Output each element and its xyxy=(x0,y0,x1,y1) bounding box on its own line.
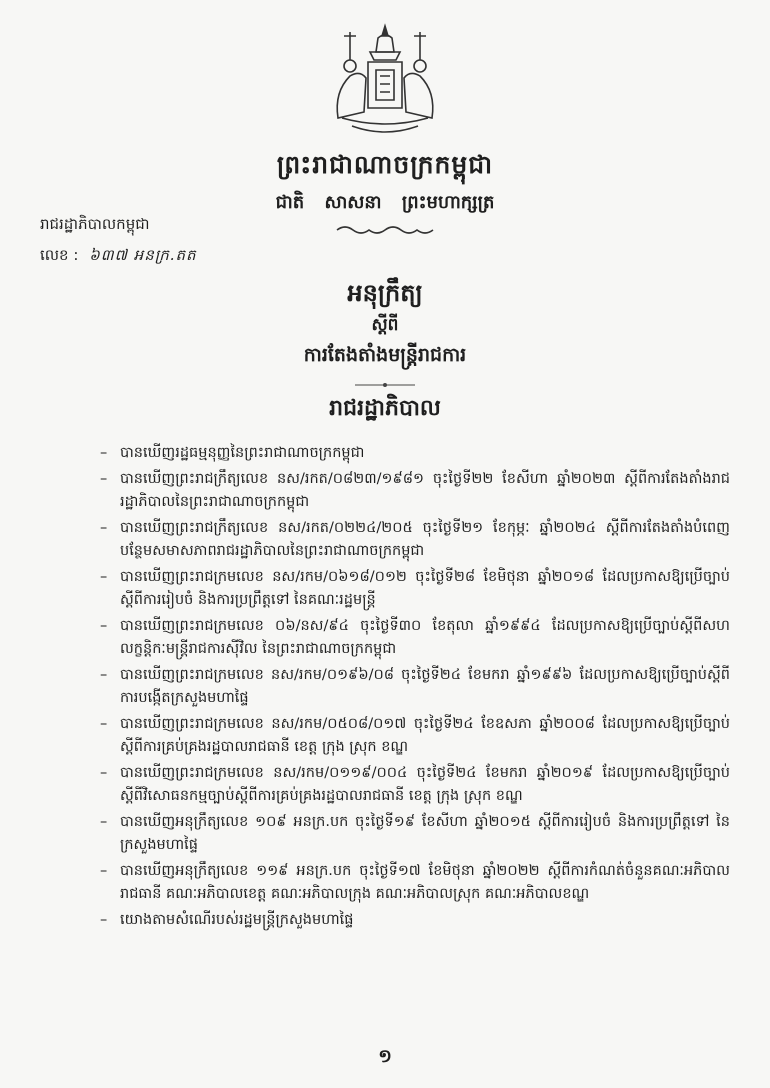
list-item: – បានឃើញព្រះរាជក្រមលេខ ០៦/នស/៩៤ ចុះថ្ងៃទី៣០ ខែតុលា ឆ្នាំ១៩៩៤ ដែលប្រកាសឱ្យប្រើច្បាប់ស្តីពីសហលក្ខន្តិកៈមន្ត្រីរាជការស៊ីវិល នៃព្រះរាជាណាចក្រកម្ពុជា xyxy=(120,615,730,662)
national-motto: ជាតិ សាសនា ព្រះមហាក្សត្រ xyxy=(275,192,495,213)
list-item: – បានឃើញព្រះរាជក្រមលេខ នស/រកម/០១៩៦/០៨ ចុះថ្ងៃទី២៤ ខែមករា ឆ្នាំ១៩៩៦ ដែលប្រកាសឱ្យប្រើច្បាប់ស្តីពីការបង្កើតក្រសួងមហាផ្ទៃ xyxy=(120,664,730,711)
document-subject: ការតែងតាំងមន្ត្រីរាជការ xyxy=(303,344,467,366)
preamble-list xyxy=(120,442,730,934)
issuing-office: រាជរដ្ឋាភិបាលកម្ពុជា xyxy=(40,215,150,233)
royal-coat-of-arms-icon xyxy=(330,22,440,140)
list-item: – បានឃើញរដ្ឋធម្មនុញ្ញនៃព្រះរាជាណាចក្រកម្ពុជា xyxy=(120,442,730,466)
list-item: – បានឃើញអនុក្រឹត្យលេខ ១០៩ អនក្រ.បក ចុះថ្ងៃទី១៩ ខែសីហា ឆ្នាំ២០១៥ ស្តីពីការរៀបចំ និងការប្រព្រឹត្តទៅ នៃក្រសួងមហាផ្ទៃ xyxy=(120,811,730,858)
list-item: – បានឃើញព្រះរាជក្រមលេខ នស/រកម/០៦១៨/០១២ ចុះថ្ងៃទី២៨ ខែមិថុនា ឆ្នាំ២០១៨ ដែលប្រកាសឱ្យប្រើច្បាប់ស្តីពីការរៀបចំ និងការប្រព្រឹត្តទៅ នៃគណៈរដ្ឋមន្ត្រី xyxy=(120,566,730,613)
authority-heading: រាជរដ្ឋាភិបាល xyxy=(329,396,441,421)
page-number: ១ xyxy=(378,1046,392,1067)
document-type-title: អនុក្រឹត្យ xyxy=(347,279,423,307)
reference-label: លេខ : xyxy=(40,246,79,264)
list-item: – បានឃើញព្រះរាជក្រមលេខ នស/រកម/០៥០៨/០១៧ ចុះថ្ងៃទី២៤ ខែឧសភា ឆ្នាំ២០០៨ ដែលប្រកាសឱ្យប្រើច្បាប់ស្តីពីការគ្រប់គ្រងរដ្ឋបាលរាជធានី ខេត្ត ក្រុង ស្រុក ខណ្ឌ xyxy=(120,713,730,760)
list-item: – បានឃើញព្រះរាជក្រឹត្យលេខ នស/រកត/០៨២៣/១៩៨១ ចុះថ្ងៃទី២២ ខែសីហា ឆ្នាំ២០២៣ ស្តីពីការតែងតាំងរាជរដ្ឋាភិបាលនៃព្រះរាជាណាចក្រកម្ពុជា xyxy=(120,468,730,515)
reference-number xyxy=(40,246,197,268)
about-label: ស្តីពី xyxy=(371,315,399,335)
list-item: – យោងតាមសំណើរបស់រដ្ឋមន្ត្រីក្រសួងមហាផ្ទៃ xyxy=(120,909,730,933)
reference-value: ៦៣៧ អនក្រ.តត xyxy=(89,246,197,264)
ornament-divider-icon xyxy=(335,224,435,236)
list-item: – បានឃើញព្រះរាជក្រមលេខ នស/រកម/០១១៩/០០៤ ចុះថ្ងៃទី២៤ ខែមករា ឆ្នាំ២០១៩ ដែលប្រកាសឱ្យប្រើច្បាប់ស្តីពីវិសោធនកម្មច្បាប់ស្តីពីការគ្រប់គ្រងរដ្ឋបាលរាជធានី ខេត្ត ក្រុង ស្រុក ខណ្ឌ xyxy=(120,762,730,809)
small-divider-icon xyxy=(355,382,415,388)
kingdom-name: ព្រះរាជាណាចក្រកម្ពុជា xyxy=(276,150,494,179)
list-item: – បានឃើញអនុក្រឹត្យលេខ ១១៩ អនក្រ.បក ចុះថ្ងៃទី១៧ ខែមិថុនា ឆ្នាំ២០២២ ស្តីពីការកំណត់ចំនួនគណៈអភិបាលរាជធានី គណៈអភិបាលខេត្ត គណៈអភិបាលក្រុង គណៈអភិបាលស្រុក គណៈអភិបាលខណ្ឌ xyxy=(120,860,730,907)
list-item: – បានឃើញព្រះរាជក្រឹត្យលេខ នស/រកត/០២២៤/២០៥ ចុះថ្ងៃទី២១ ខែកុម្ភៈ ឆ្នាំ២០២៤ ស្តីពីការតែងតាំងបំពេញបន្ថែមសមាសភាពរាជរដ្ឋាភិបាលនៃព្រះរាជាណាចក្រកម្ពុជា xyxy=(120,517,730,564)
